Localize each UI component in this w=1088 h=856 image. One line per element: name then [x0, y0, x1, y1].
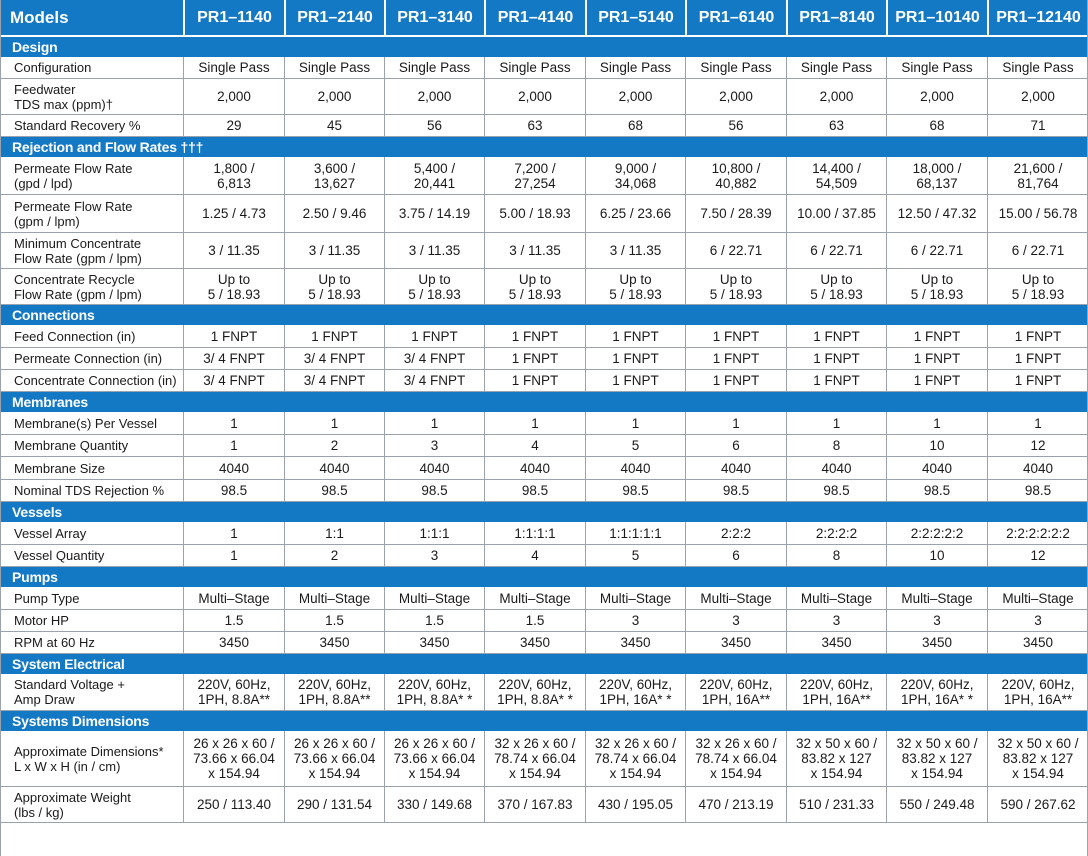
value-cell: 18,000 / 68,137: [886, 157, 987, 194]
value-cell: 3450: [384, 632, 484, 653]
value-cell: 2,000: [384, 79, 484, 114]
value-cell: 3.75 / 14.19: [384, 195, 484, 232]
value-cell: 2:2:2:2: [786, 522, 886, 544]
value-cell: 15.00 / 56.78: [987, 195, 1088, 232]
value-cell: 220V, 60Hz, 1PH, 16A**: [685, 674, 786, 710]
section-header-systems-dimensions: [0, 711, 1088, 731]
value-cell: 26 x 26 x 60 / 73.66 x 66.04 x 154.94: [183, 731, 284, 786]
model-header-cell: PR1–12140: [987, 0, 1088, 35]
section-title: Connections: [12, 306, 95, 323]
value-cell: 1 FNPT: [685, 348, 786, 369]
value-cell: Up to 5 / 18.93: [183, 269, 284, 304]
value-cell: 2,000: [685, 79, 786, 114]
table-row: [0, 269, 1088, 305]
value-cell: 3,600 / 13,627: [284, 157, 384, 194]
value-cell: Single Pass: [786, 57, 886, 78]
header-title: Models: [10, 8, 69, 27]
value-cell: 4040: [183, 457, 284, 479]
value-cell: 1 FNPT: [886, 370, 987, 391]
row-label: Standard Recovery %: [14, 118, 141, 133]
value-cell: 3450: [183, 632, 284, 653]
value-cell: 290 / 131.54: [284, 787, 384, 822]
value-cell: 1: [284, 412, 384, 434]
value-cell: 1: [886, 412, 987, 434]
value-cell: 3 / 11.35: [183, 233, 284, 268]
value-cell: 56: [685, 115, 786, 136]
section-title: System Electrical: [12, 655, 125, 672]
value-cell: Up to 5 / 18.93: [484, 269, 585, 304]
value-cell: 510 / 231.33: [786, 787, 886, 822]
value-cell: Up to 5 / 18.93: [786, 269, 886, 304]
value-cell: Single Pass: [987, 57, 1088, 78]
value-cell: Multi–Stage: [786, 587, 886, 609]
row-label: Configuration: [14, 60, 92, 75]
row-label: RPM at 60 Hz: [14, 635, 95, 650]
value-cell: 68: [886, 115, 987, 136]
table-row: [0, 731, 1088, 787]
value-cell: 1 FNPT: [786, 370, 886, 391]
value-cell: 10.00 / 37.85: [786, 195, 886, 232]
value-cell: 2:2:2:2:2:2: [987, 522, 1088, 544]
value-cell: 1 FNPT: [987, 325, 1088, 347]
value-cell: 1: [685, 412, 786, 434]
value-cell: 1 FNPT: [685, 370, 786, 391]
model-header-cell: PR1–4140: [484, 0, 585, 35]
row-label: Permeate Flow Rate (gpm / lpm): [14, 198, 133, 229]
value-cell: 2: [284, 435, 384, 456]
value-cell: 4040: [786, 457, 886, 479]
value-cell: Up to 5 / 18.93: [384, 269, 484, 304]
value-cell: 4: [484, 435, 585, 456]
table-row: [0, 412, 1088, 435]
table-row: [0, 115, 1088, 137]
value-cell: 550 / 249.48: [886, 787, 987, 822]
value-cell: 1 FNPT: [987, 370, 1088, 391]
value-cell: 1 FNPT: [384, 325, 484, 347]
row-label: Membrane(s) Per Vessel: [14, 415, 158, 431]
value-cell: 98.5: [183, 480, 284, 501]
table-row: [0, 157, 1088, 195]
value-cell: 1 FNPT: [987, 348, 1088, 369]
model-header-cell: PR1–5140: [585, 0, 685, 35]
value-cell: Multi–Stage: [585, 587, 685, 609]
row-label: Feed Connection (in): [14, 328, 136, 344]
value-cell: 7,200 / 27,254: [484, 157, 585, 194]
value-cell: 68: [585, 115, 685, 136]
section-header-design: [0, 37, 1088, 57]
value-cell: 1.5: [384, 610, 484, 631]
row-label: Vessel Quantity: [14, 548, 105, 563]
value-cell: 3: [685, 610, 786, 631]
section-header-rejection-and-flow-rates: [0, 137, 1088, 157]
value-cell: 3: [585, 610, 685, 631]
value-cell: Up to 5 / 18.93: [585, 269, 685, 304]
value-cell: Up to 5 / 18.93: [987, 269, 1088, 304]
value-cell: 32 x 26 x 60 / 78.74 x 66.04 x 154.94: [685, 731, 786, 786]
table-row: [0, 674, 1088, 711]
value-cell: 220V, 60Hz, 1PH, 16A**: [987, 674, 1088, 710]
value-cell: 1 FNPT: [484, 370, 585, 391]
value-cell: 220V, 60Hz, 1PH, 16A* *: [886, 674, 987, 710]
value-cell: Single Pass: [484, 57, 585, 78]
value-cell: 3450: [987, 632, 1088, 653]
table-row: [0, 325, 1088, 348]
value-cell: 3450: [484, 632, 585, 653]
value-cell: 3/ 4 FNPT: [183, 348, 284, 369]
row-label: Permeate Connection (in): [14, 351, 163, 366]
row-label: Motor HP: [14, 613, 69, 628]
value-cell: 2:2:2: [685, 522, 786, 544]
table-row: [0, 587, 1088, 610]
value-cell: 10: [886, 435, 987, 456]
value-cell: 71: [987, 115, 1088, 136]
value-cell: 29: [183, 115, 284, 136]
value-cell: 12: [987, 545, 1088, 566]
value-cell: 6 / 22.71: [786, 233, 886, 268]
value-cell: 220V, 60Hz, 1PH, 8.8A* *: [484, 674, 585, 710]
value-cell: 5.00 / 18.93: [484, 195, 585, 232]
value-cell: 1 FNPT: [183, 325, 284, 347]
value-cell: 1.5: [484, 610, 585, 631]
section-header-vessels: [0, 502, 1088, 522]
value-cell: 220V, 60Hz, 1PH, 8.8A**: [284, 674, 384, 710]
value-cell: 1: [987, 412, 1088, 434]
row-label: Vessel Array: [14, 525, 87, 541]
value-cell: 3: [987, 610, 1088, 631]
row-label: Minimum Concentrate Flow Rate (gpm / lpm): [14, 235, 142, 266]
value-cell: 56: [384, 115, 484, 136]
value-cell: 1: [183, 545, 284, 566]
value-cell: 2,000: [886, 79, 987, 114]
model-header-cell: PR1–8140: [786, 0, 886, 35]
table-row: [0, 787, 1088, 823]
value-cell: 3/ 4 FNPT: [284, 370, 384, 391]
value-cell: 12.50 / 47.32: [886, 195, 987, 232]
model-header-cell: PR1–1140: [183, 0, 284, 35]
value-cell: 1:1:1: [384, 522, 484, 544]
value-cell: 9,000 / 34,068: [585, 157, 685, 194]
value-cell: 3450: [585, 632, 685, 653]
value-cell: 2,000: [183, 79, 284, 114]
value-cell: 6 / 22.71: [886, 233, 987, 268]
value-cell: 98.5: [284, 480, 384, 501]
row-label: Approximate Weight (lbs / kg): [14, 789, 131, 820]
value-cell: 8: [786, 435, 886, 456]
value-cell: 98.5: [585, 480, 685, 501]
value-cell: 3: [886, 610, 987, 631]
value-cell: 1 FNPT: [585, 370, 685, 391]
value-cell: 3 / 11.35: [484, 233, 585, 268]
model-header-cell: PR1–10140: [886, 0, 987, 35]
value-cell: 370 / 167.83: [484, 787, 585, 822]
value-cell: 8: [786, 545, 886, 566]
table-row: [0, 610, 1088, 632]
section-title: Membranes: [12, 393, 89, 410]
value-cell: 6 / 22.71: [685, 233, 786, 268]
value-cell: Multi–Stage: [987, 587, 1088, 609]
value-cell: 2: [284, 545, 384, 566]
row-label: Concentrate Recycle Flow Rate (gpm / lpm): [14, 271, 142, 302]
row-label: Standard Voltage + Amp Draw: [14, 677, 125, 707]
value-cell: 3/ 4 FNPT: [284, 348, 384, 369]
value-cell: 590 / 267.62: [987, 787, 1088, 822]
value-cell: 26 x 26 x 60 / 73.66 x 66.04 x 154.94: [284, 731, 384, 786]
value-cell: 1:1:1:1:1: [585, 522, 685, 544]
model-header-cell: PR1–2140: [284, 0, 384, 35]
value-cell: 2.50 / 9.46: [284, 195, 384, 232]
value-cell: 10: [886, 545, 987, 566]
value-cell: Up to 5 / 18.93: [886, 269, 987, 304]
value-cell: Multi–Stage: [886, 587, 987, 609]
value-cell: 220V, 60Hz, 1PH, 8.8A**: [183, 674, 284, 710]
header-row: [0, 0, 1088, 37]
value-cell: Up to 5 / 18.93: [685, 269, 786, 304]
value-cell: 98.5: [685, 480, 786, 501]
value-cell: 3: [786, 610, 886, 631]
value-cell: 1 FNPT: [284, 325, 384, 347]
value-cell: 98.5: [384, 480, 484, 501]
value-cell: 5: [585, 545, 685, 566]
value-cell: 470 / 213.19: [685, 787, 786, 822]
value-cell: 2,000: [987, 79, 1088, 114]
value-cell: 4040: [886, 457, 987, 479]
value-cell: 32 x 50 x 60 / 83.82 x 127 x 154.94: [886, 731, 987, 786]
value-cell: 6 / 22.71: [987, 233, 1088, 268]
value-cell: 3: [384, 435, 484, 456]
table-row: [0, 480, 1088, 502]
table-row: [0, 457, 1088, 480]
value-cell: 3 / 11.35: [585, 233, 685, 268]
row-label: Membrane Quantity: [14, 438, 129, 453]
section-header-connections: [0, 305, 1088, 325]
section-title: Rejection and Flow Rates †††: [12, 138, 204, 155]
value-cell: 3/ 4 FNPT: [183, 370, 284, 391]
value-cell: 98.5: [484, 480, 585, 501]
value-cell: 3450: [786, 632, 886, 653]
model-header-cell: PR1–6140: [685, 0, 786, 35]
value-cell: 2,000: [585, 79, 685, 114]
value-cell: 7.50 / 28.39: [685, 195, 786, 232]
table-row: [0, 435, 1088, 457]
value-cell: Single Pass: [585, 57, 685, 78]
value-cell: 98.5: [886, 480, 987, 501]
section-title: Design: [12, 38, 58, 55]
value-cell: 1: [786, 412, 886, 434]
value-cell: Multi–Stage: [685, 587, 786, 609]
value-cell: Multi–Stage: [183, 587, 284, 609]
value-cell: 3 / 11.35: [284, 233, 384, 268]
value-cell: 32 x 26 x 60 / 78.74 x 66.04 x 154.94: [585, 731, 685, 786]
value-cell: 4040: [685, 457, 786, 479]
value-cell: 98.5: [786, 480, 886, 501]
value-cell: 1.5: [284, 610, 384, 631]
value-cell: 6.25 / 23.66: [585, 195, 685, 232]
table-row: [0, 348, 1088, 370]
row-label: Approximate Dimensions* L x W x H (in / cm): [14, 743, 164, 774]
value-cell: 98.5: [987, 480, 1088, 501]
value-cell: Single Pass: [886, 57, 987, 78]
value-cell: 5: [585, 435, 685, 456]
value-cell: 63: [484, 115, 585, 136]
table-row: [0, 370, 1088, 392]
value-cell: 220V, 60Hz, 1PH, 16A**: [786, 674, 886, 710]
value-cell: 1 FNPT: [786, 325, 886, 347]
value-cell: 1:1:1:1: [484, 522, 585, 544]
table-row: [0, 632, 1088, 654]
value-cell: 14,400 / 54,509: [786, 157, 886, 194]
value-cell: 4040: [987, 457, 1088, 479]
row-label: Concentrate Connection (in): [14, 373, 177, 388]
value-cell: 3450: [284, 632, 384, 653]
value-cell: 1: [183, 435, 284, 456]
value-cell: 1,800 / 6,813: [183, 157, 284, 194]
table-row: [0, 79, 1088, 115]
section-title: Vessels: [12, 503, 62, 520]
value-cell: 32 x 50 x 60 / 83.82 x 127 x 154.94: [786, 731, 886, 786]
value-cell: 1: [384, 412, 484, 434]
value-cell: 3450: [685, 632, 786, 653]
value-cell: 330 / 149.68: [384, 787, 484, 822]
value-cell: 10,800 / 40,882: [685, 157, 786, 194]
section-header-pumps: [0, 567, 1088, 587]
value-cell: 220V, 60Hz, 1PH, 16A* *: [585, 674, 685, 710]
value-cell: Single Pass: [685, 57, 786, 78]
value-cell: 1 FNPT: [886, 348, 987, 369]
value-cell: 1: [585, 412, 685, 434]
value-cell: 220V, 60Hz, 1PH, 8.8A* *: [384, 674, 484, 710]
table-row: [0, 57, 1088, 79]
row-label: Permeate Flow Rate (gpd / lpd): [14, 160, 133, 191]
value-cell: 1 FNPT: [484, 348, 585, 369]
table-row: [0, 195, 1088, 233]
value-cell: 45: [284, 115, 384, 136]
value-cell: 5,400 / 20,441: [384, 157, 484, 194]
section-header-system-electrical: [0, 654, 1088, 674]
value-cell: 2,000: [484, 79, 585, 114]
value-cell: 1: [484, 412, 585, 434]
value-cell: 6: [685, 545, 786, 566]
row-label: Membrane Size: [14, 460, 106, 476]
value-cell: 32 x 50 x 60 / 83.82 x 127 x 154.94: [987, 731, 1088, 786]
value-cell: Single Pass: [284, 57, 384, 78]
value-cell: Single Pass: [183, 57, 284, 78]
table-row: [0, 522, 1088, 545]
value-cell: 6: [685, 435, 786, 456]
value-cell: Multi–Stage: [384, 587, 484, 609]
value-cell: 250 / 113.40: [183, 787, 284, 822]
model-header-cell: PR1–3140: [384, 0, 484, 35]
value-cell: 1 FNPT: [585, 348, 685, 369]
value-cell: 3450: [886, 632, 987, 653]
value-cell: 2,000: [284, 79, 384, 114]
value-cell: 3: [384, 545, 484, 566]
value-cell: 1 FNPT: [886, 325, 987, 347]
section-header-membranes: [0, 392, 1088, 412]
value-cell: 1.5: [183, 610, 284, 631]
value-cell: Multi–Stage: [484, 587, 585, 609]
value-cell: 21,600 / 81,764: [987, 157, 1088, 194]
value-cell: 1 FNPT: [484, 325, 585, 347]
value-cell: 4040: [384, 457, 484, 479]
row-label: Feedwater TDS max (ppm)†: [14, 81, 113, 112]
value-cell: 2,000: [786, 79, 886, 114]
table-row: [0, 233, 1088, 269]
value-cell: 1:1: [284, 522, 384, 544]
row-label: Nominal TDS Rejection %: [14, 483, 165, 498]
value-cell: 1 FNPT: [786, 348, 886, 369]
section-title: Systems Dimensions: [12, 712, 150, 729]
value-cell: 1.25 / 4.73: [183, 195, 284, 232]
value-cell: Multi–Stage: [284, 587, 384, 609]
value-cell: 3/ 4 FNPT: [384, 348, 484, 369]
row-label: Pump Type: [14, 590, 80, 606]
value-cell: 1: [183, 522, 284, 544]
section-title: Pumps: [12, 568, 58, 585]
value-cell: 4: [484, 545, 585, 566]
table-row: [0, 545, 1088, 567]
value-cell: 3 / 11.35: [384, 233, 484, 268]
value-cell: 1 FNPT: [585, 325, 685, 347]
value-cell: 2:2:2:2:2: [886, 522, 987, 544]
value-cell: 3/ 4 FNPT: [384, 370, 484, 391]
value-cell: 4040: [484, 457, 585, 479]
value-cell: 430 / 195.05: [585, 787, 685, 822]
value-cell: 1: [183, 412, 284, 434]
value-cell: 1 FNPT: [685, 325, 786, 347]
value-cell: 32 x 26 x 60 / 78.74 x 66.04 x 154.94: [484, 731, 585, 786]
value-cell: Up to 5 / 18.93: [284, 269, 384, 304]
value-cell: Single Pass: [384, 57, 484, 78]
value-cell: 4040: [585, 457, 685, 479]
value-cell: 4040: [284, 457, 384, 479]
value-cell: 63: [786, 115, 886, 136]
value-cell: 26 x 26 x 60 / 73.66 x 66.04 x 154.94: [384, 731, 484, 786]
value-cell: 12: [987, 435, 1088, 456]
